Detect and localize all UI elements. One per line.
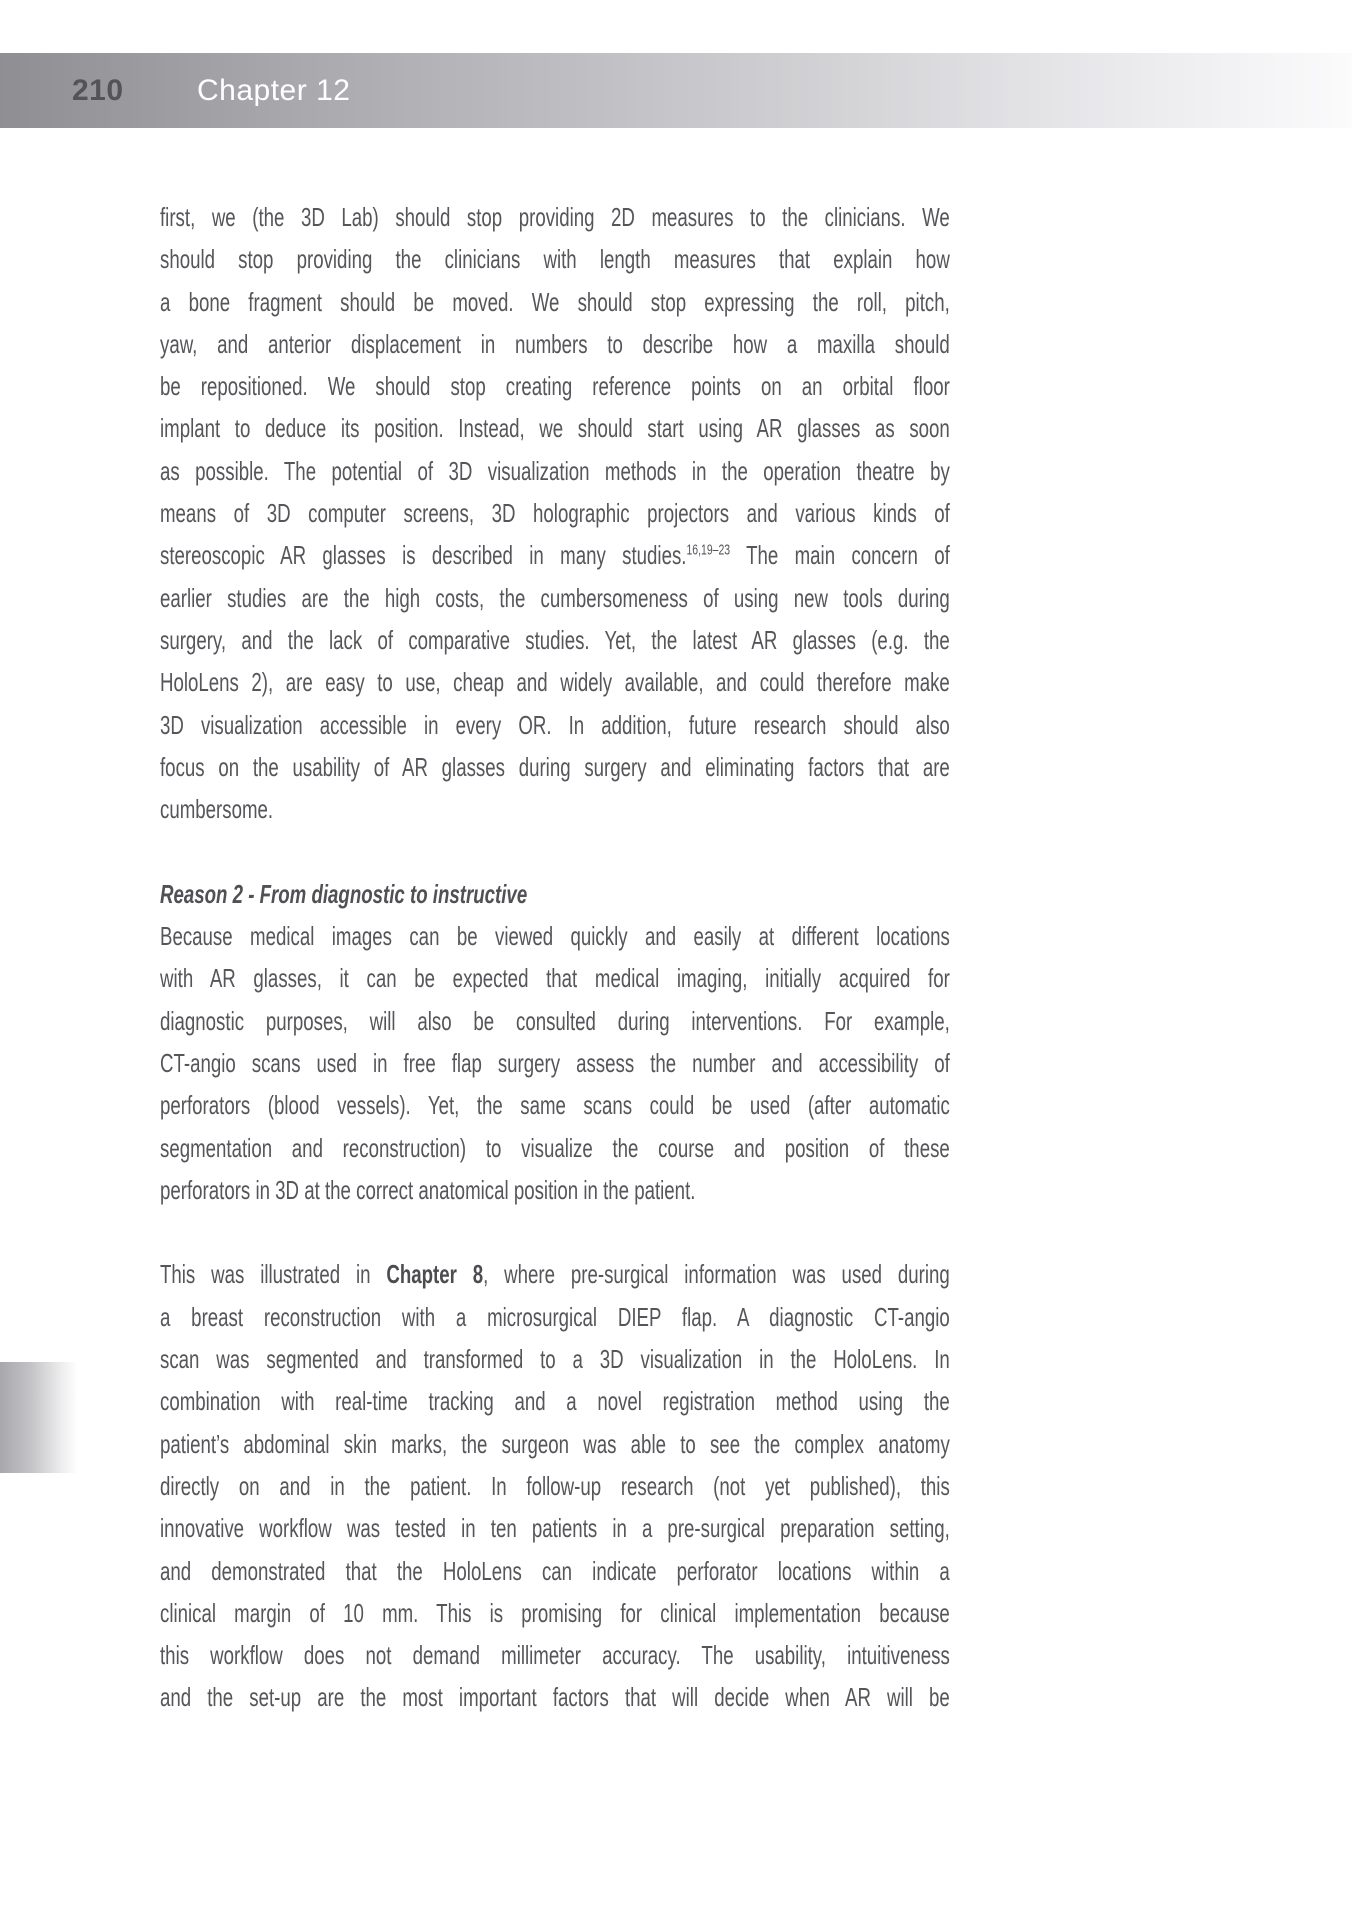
text-line: surgery, and the lack of comparative studies. Yet, the latest AR glasses (e.g. the [160,624,950,655]
text-line: Because medical images can be viewed quickly and easily at different locations [160,921,950,952]
text-line: 3D visualization accessible in every OR. In addition, future research should also [160,709,950,740]
citation-superscript: 16,19–23 [686,542,731,559]
text-line: diagnostic purposes, will also be consulted during interventions. For example, [160,1005,950,1036]
text-line: with AR glasses, it can be expected that medical imaging, initially acquired for [160,963,950,994]
text-line: directly on and in the patient. In follow-up research (not yet published), this [160,1470,950,1501]
text-line: yaw, and anterior displacement in numbers to describe how a maxilla should [160,328,950,359]
text-line: clinical margin of 10 mm. This is promising for clinical implementation because [160,1597,950,1628]
text-line: segmentation and reconstruction) to visualize the course and position of these [160,1132,950,1163]
text-line: patient’s abdominal skin marks, the surgeon was able to see the complex anatomy [160,1428,950,1459]
text-line: implant to deduce its position. Instead, we should start using AR glasses as soon [160,413,950,444]
text-line: and the set-up are the most important factors that will decide when AR will be [160,1682,950,1713]
paragraph [160,1253,950,1718]
text-line: cumbersome. [160,794,274,825]
text-block [160,196,950,1761]
text-line: innovative workflow was tested in ten patients in a pre-surgical preparation setting, [160,1513,950,1544]
paragraph [160,196,950,830]
text-line: combination with real-time tracking and a novel registration method using the [160,1386,950,1417]
section-heading: Reason 2 - From diagnostic to instructive [160,878,528,909]
text-line: scan was segmented and transformed to a 3D visualization in the HoloLens. In [160,1344,950,1375]
text-line: focus on the usability of AR glasses during surgery and eliminating factors that are [160,751,950,782]
chapter-edge-tab [0,1362,76,1473]
text-line: be repositioned. We should stop creating reference points on an orbital floor [160,371,950,402]
text-line: as possible. The potential of 3D visualization methods in the operation theatre by [160,455,950,486]
text-line: first, we (the 3D Lab) should stop providing 2D measures to the clinicians. We [160,202,950,232]
text-line: means of 3D computer screens, 3D holographic projectors and various kinds of [160,498,950,529]
paragraph [160,915,950,1211]
text-line: CT-angio scans used in free flap surgery assess the number and accessibility of [160,1047,950,1078]
chapter-reference: Chapter 8 [386,1259,484,1290]
text-line: perforators in 3D at the correct anatomical position in the patient. [160,1174,696,1205]
text-line: a bone fragment should be moved. We should stop expressing the roll, pitch, [160,286,950,317]
text-line: earlier studies are the high costs, the cumbersomeness of using new tools during [160,582,950,613]
text-line: stereoscopic AR glasses is described in many studies.$^{16,19-23}$ The main concern of [160,540,950,571]
text-line: and demonstrated that the HoloLens can indicate perforator locations within a [160,1555,950,1586]
text-line: This was illustrated in Chapter 8, where pre-surgical information was used during [160,1259,950,1290]
text-line: should stop providing the clinicians with length measures that explain how [160,244,950,275]
page-number: 210 [72,73,124,107]
text-line: a breast reconstruction with a microsurgical DIEP flap. A diagnostic CT-angio [160,1301,950,1332]
page-header-bar [0,53,1352,128]
text-line: HoloLens 2), are easy to use, cheap and widely available, and could therefore make [160,667,950,698]
text-line: perforators (blood vessels). Yet, the same scans could be used (after automatic [160,1090,950,1121]
text-line: this workflow does not demand millimeter accuracy. The usability, intuitiveness [160,1640,950,1671]
chapter-title: Chapter 12 [197,73,351,107]
